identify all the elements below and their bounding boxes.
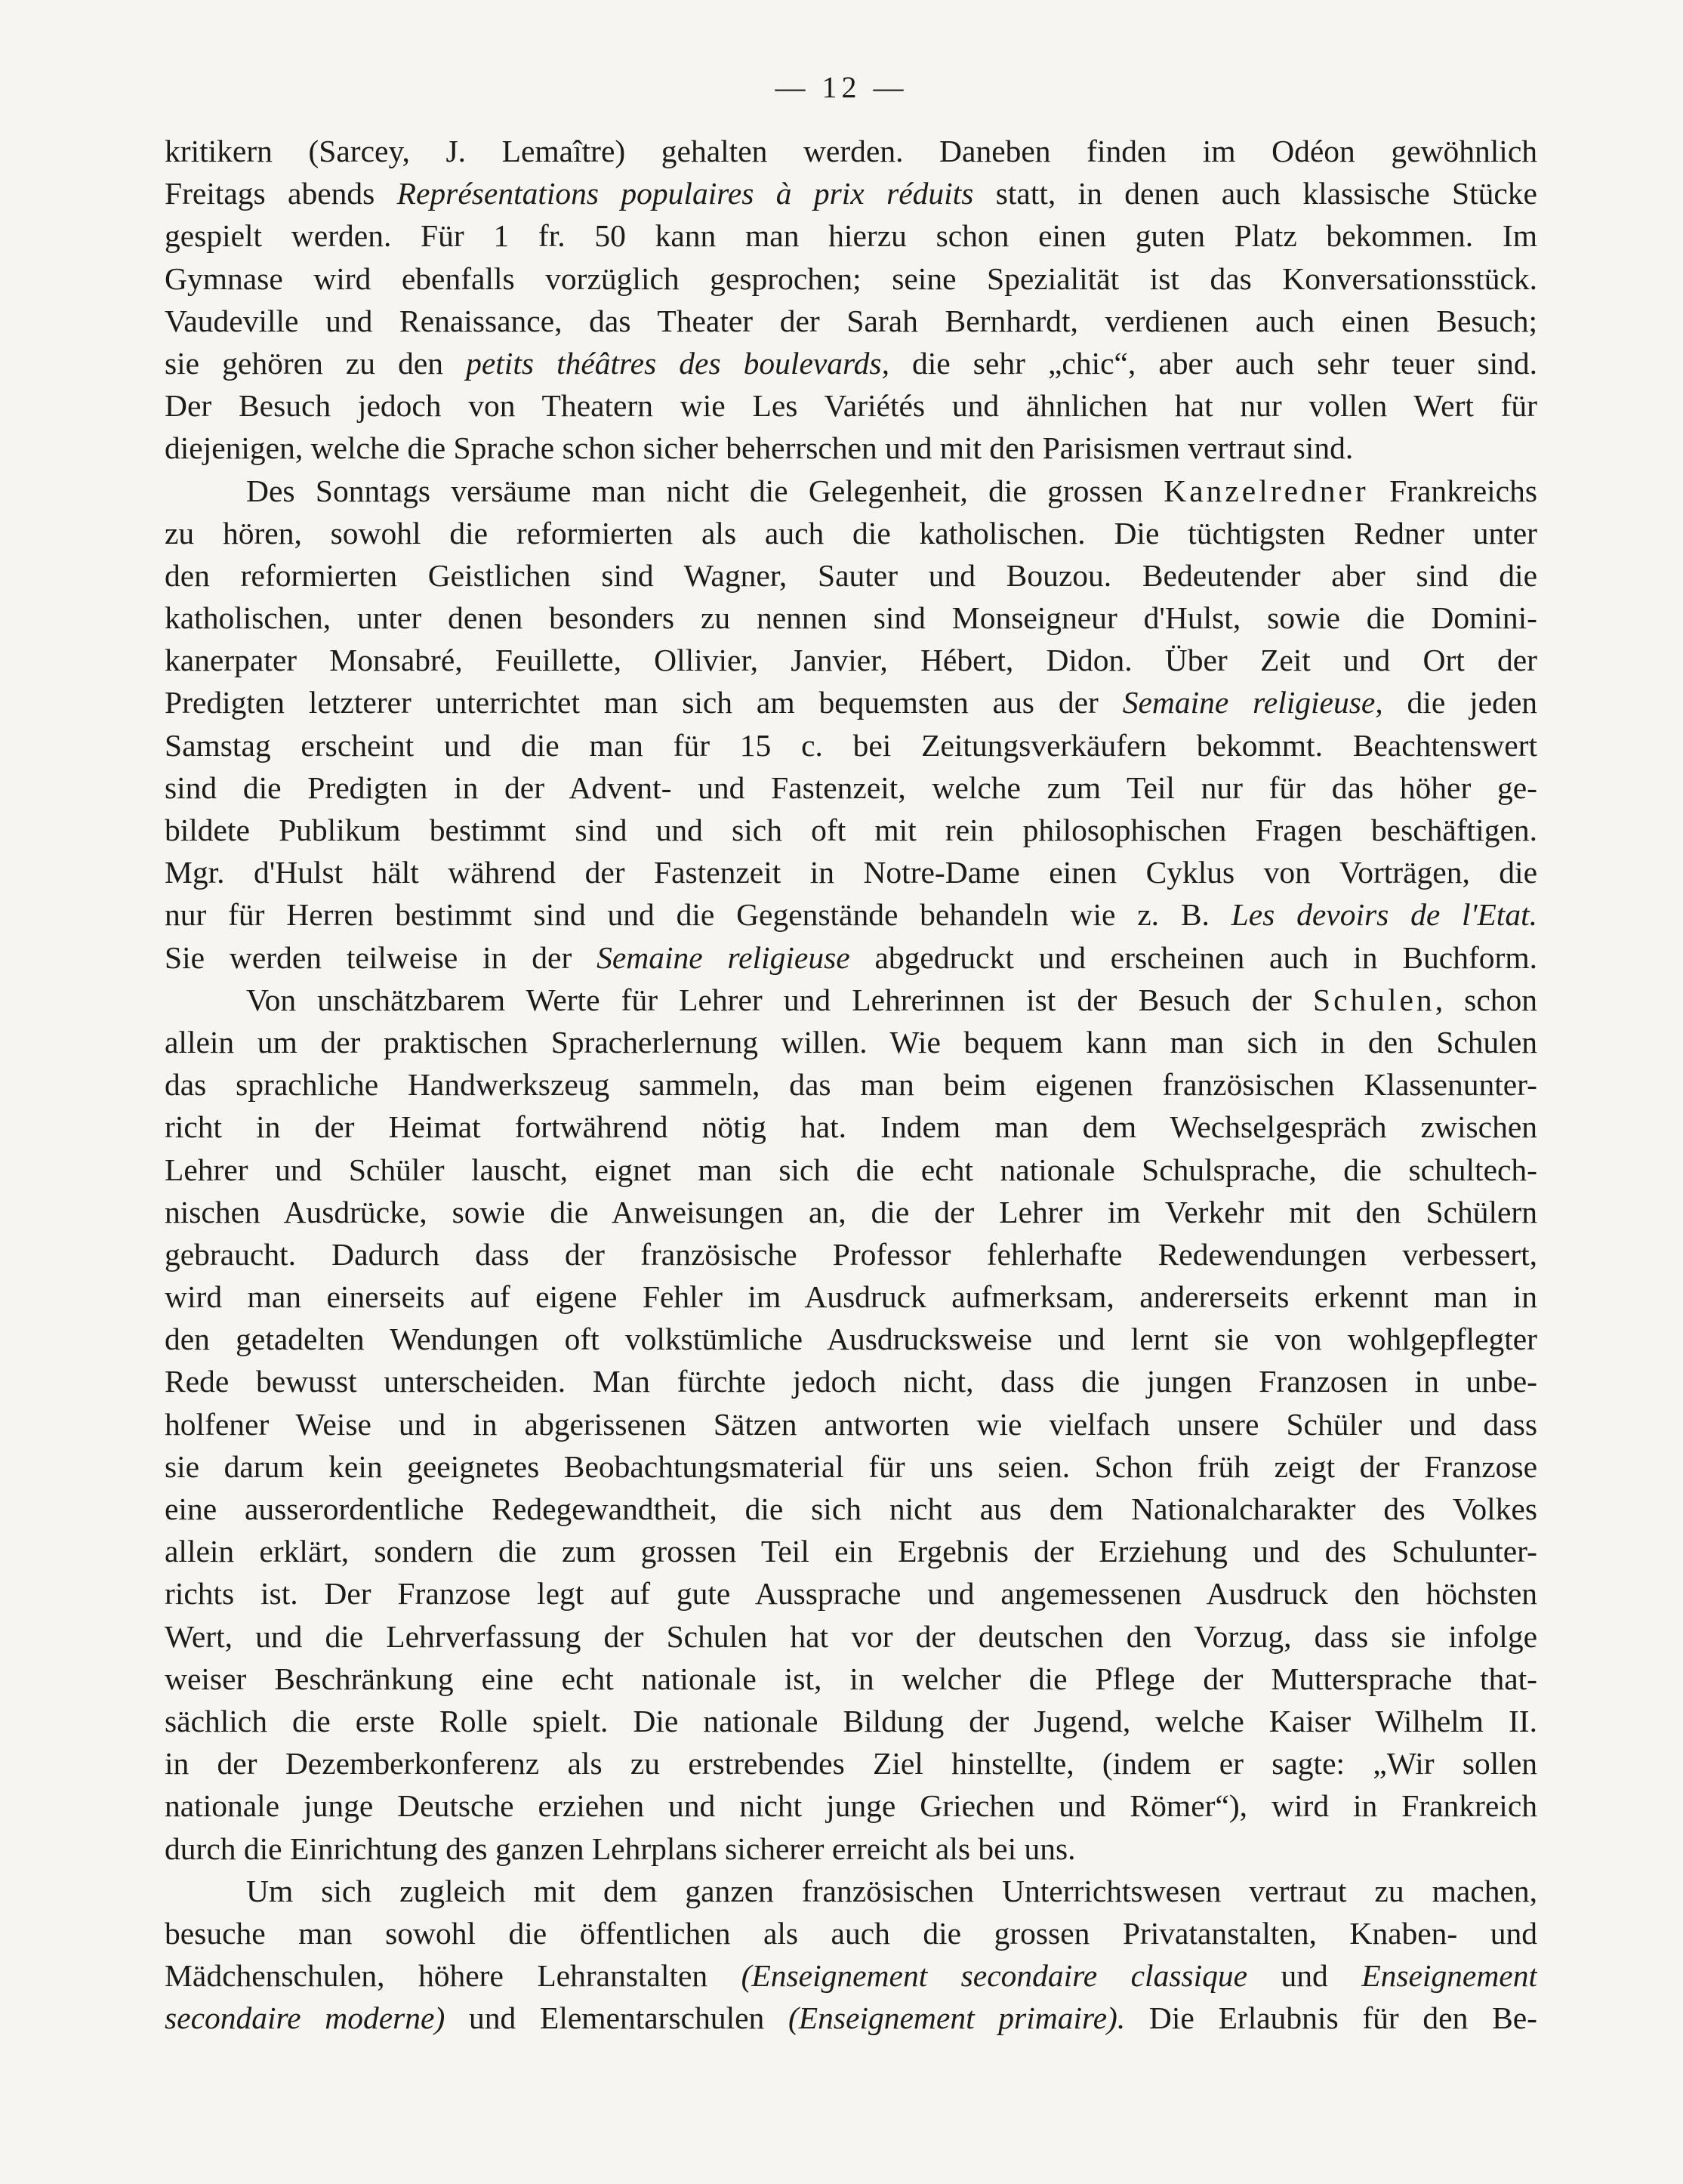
text-segment: Wert, und die Lehrverfassung der Schulen hat vor der deutschen den Vorzug, dass sie infolge	[165, 1618, 1537, 1654]
text-segment: wird man einerseits auf eigene Fehler im Ausdruck aufmerksam, andererseits erkennt man in	[165, 1279, 1537, 1315]
text-segment: gebraucht. Dadurch dass der französische Professor fehlerhafte Redewendungen verbessert,	[165, 1236, 1537, 1272]
text-segment: holfener Weise und in abgerissenen Sätzen antworten wie vielfach unsere Schüler und dass	[165, 1406, 1537, 1442]
text-segment: weiser Beschränkung eine echt nationale ist, in welcher die Pflege der Muttersprache that-	[165, 1661, 1537, 1696]
spaced-text: Schulen	[1312, 982, 1435, 1017]
italic-text: (Enseignement secondaire classique	[741, 1958, 1248, 1994]
text-line	[165, 470, 1537, 512]
text-segment: richt in der Heimat fortwährend nötig hat. Indem man dem Wechselgespräch zwischen	[165, 1109, 1537, 1145]
text-segment: Die Erlaubnis für den Be-	[1125, 2000, 1537, 2036]
text-segment: Lehrer und Schüler lauscht, eignet man sich die echt nationale Schulsprache, die schultech-	[165, 1152, 1537, 1187]
text-segment: Um sich zugleich mit dem ganzen französischen Unterrichtswesen vertraut zu machen,	[246, 1873, 1537, 1908]
text-segment: den getadelten Wendungen oft volkstümliche Ausdrucksweise und lernt sie von wohlgepflegter	[165, 1322, 1537, 1357]
text-segment: Predigten letzterer unterrichtet man sich am bequemsten aus der	[165, 685, 1123, 720]
italic-text: Semaine religieuse	[596, 939, 850, 975]
text-line	[165, 1233, 1537, 1276]
italic-text: petits théâtres des boulevards,	[466, 345, 889, 381]
text-line	[165, 554, 1537, 597]
text-line	[165, 893, 1537, 936]
text-line	[165, 1785, 1537, 1827]
text-line	[165, 1954, 1537, 1997]
text-line	[165, 1912, 1537, 1954]
text-segment: sächlich die erste Rolle spielt. Die nationale Bildung der Jugend, welche Kaiser Wilhelm II.	[165, 1703, 1537, 1738]
text-segment: Mädchenschulen, höhere Lehranstalten	[165, 1958, 741, 1994]
text-segment: allein erklärt, sondern die zum grossen Teil ein Ergebnis der Erziehung und des Schulunter-	[165, 1534, 1537, 1569]
italic-text: Représentations populaires à prix réduits	[396, 176, 974, 211]
text-line	[165, 1997, 1537, 2039]
text-segment: Sie werden teilweise in der	[165, 939, 597, 975]
text-segment: allein um der praktischen Spracherlernung willen. Wie bequem kann man sich in den Schulen	[165, 1024, 1537, 1060]
text-line	[165, 767, 1537, 809]
text-segment: in der Dezemberkonferenz als zu erstrebendes Ziel hinstellte, (indem er sagte: „Wir sollen	[165, 1746, 1537, 1781]
text-line	[165, 681, 1537, 723]
text-segment: das sprachliche Handwerkszeug sammeln, das man beim eigenen französischen Klassenunter-	[165, 1067, 1537, 1103]
text-segment: richts ist. Der Franzose legt auf gute Aussprache und angemessenen Ausdruck den höchsten	[165, 1576, 1537, 1612]
text-line	[165, 597, 1537, 639]
text-segment: sie darum kein geeignetes Beobachtungsmaterial für uns seien. Schon früh zeigt der Franzose	[165, 1448, 1537, 1484]
text-line	[165, 724, 1537, 767]
text-segment: die jeden	[1382, 685, 1537, 720]
text-line	[165, 979, 1537, 1021]
text-segment: kanerpater Monsabré, Feuillette, Ollivier, Janvier, Hébert, Didon. Über Zeit und Ort der	[165, 643, 1537, 678]
text-line	[165, 214, 1537, 257]
text-segment: besuche man sowohl die öffentlichen als auch die grossen Privatanstalten, Knaben- und	[165, 1915, 1537, 1951]
text-segment: sie gehören zu den	[165, 345, 467, 381]
text-line	[165, 258, 1537, 300]
text-line	[165, 1828, 1537, 1870]
text-segment: sind die Predigten in der Advent- und Fastenzeit, welche zum Teil nur für das höher ge-	[165, 770, 1537, 805]
text-segment: nischen Ausdrücke, sowie die Anweisungen an, die der Lehrer im Verkehr mit den Schülern	[165, 1194, 1537, 1229]
text-segment: den reformierten Geistlichen sind Wagner, Sauter und Bouzou. Bedeutender aber sind die	[165, 557, 1537, 593]
text-line	[165, 1063, 1537, 1106]
text-segment: Gymnase wird ebenfalls vorzüglich gesprochen; seine Spezialität ist das Konversationsstück.	[165, 261, 1537, 296]
text-line	[165, 1191, 1537, 1233]
text-segment: Von unschätzbarem Werte für Lehrer und Lehrerinnen ist der Besuch der	[246, 982, 1313, 1017]
text-segment: Rede bewusst unterscheiden. Man fürchte jedoch nicht, dass die jungen Franzosen in unbe-	[165, 1364, 1537, 1399]
text-segment: , schon	[1435, 982, 1537, 1017]
text-segment: gespielt werden. Für 1 fr. 50 kann man hierzu schon einen guten Platz bekommen. Im	[165, 218, 1537, 254]
text-line	[165, 172, 1537, 214]
text-segment: Freitags abends	[165, 176, 397, 211]
text-line	[165, 300, 1537, 342]
text-segment: nationale junge Deutsche erziehen und nicht junge Griechen und Römer“), wird in Frankreich	[165, 1788, 1537, 1824]
italic-text: Les devoirs de l'Etat.	[1231, 897, 1537, 933]
text-line	[165, 1572, 1537, 1615]
text-line	[165, 1403, 1537, 1445]
text-line	[165, 1445, 1537, 1488]
text-line	[165, 1488, 1537, 1530]
text-line	[165, 1360, 1537, 1402]
italic-text: secondaire moderne)	[165, 2000, 445, 2036]
text-segment: diejenigen, welche die Sprache schon sicher beherrschen und mit den Parisismen vertraut sind.	[165, 430, 1354, 466]
text-segment: Des Sonntags versäume man nicht die Gelegenheit, die grossen	[246, 473, 1164, 508]
text-line	[165, 1658, 1537, 1700]
text-segment: Der Besuch jedoch von Theatern wie Les Variétés und ähnlichen hat nur vollen Wert für	[165, 388, 1537, 424]
text-line	[165, 384, 1537, 427]
text-line	[165, 1276, 1537, 1318]
italic-text: (Enseignement primaire).	[788, 2000, 1126, 2036]
text-line	[165, 1149, 1537, 1191]
text-line	[165, 1615, 1537, 1658]
text-segment: nur für Herren bestimmt sind und die Gegenstände behandeln wie z. B.	[165, 897, 1231, 933]
text-segment: abgedruckt und erscheinen auch in Buchform.	[849, 939, 1537, 975]
text-line	[165, 1318, 1537, 1360]
text-line	[165, 936, 1537, 979]
text-segment: und Elementarschulen	[445, 2000, 788, 2036]
text-line	[165, 1021, 1537, 1063]
text-line	[165, 1742, 1537, 1785]
text-segment: statt, in denen auch klassische Stücke	[973, 176, 1537, 211]
text-line	[165, 130, 1537, 172]
text-segment: kritikern (Sarcey, J. Lemaître) gehalten werden. Daneben finden im Odéon gewöhnlich	[165, 134, 1537, 168]
text-segment: durch die Einrichtung des ganzen Lehrplans sicherer erreicht als bei uns.	[165, 1831, 1076, 1866]
text-line	[165, 809, 1537, 851]
text-segment: zu hören, sowohl die reformierten als auch die katholischen. Die tüchtigsten Redner unter	[165, 515, 1537, 551]
text-segment: Vaudeville und Renaissance, das Theater der Sarah Bernhardt, verdienen auch einen Besuch;	[165, 303, 1537, 338]
spaced-text: Kanzelredner	[1164, 473, 1369, 508]
text-segment: eine ausserordentliche Redegewandtheit, die sich nicht aus dem Nationalcharakter des Volkes	[165, 1491, 1537, 1526]
text-segment: bildete Publikum bestimmt sind und sich oft mit rein philosophischen Fragen beschäftigen.	[165, 813, 1537, 847]
text-line	[165, 851, 1537, 893]
text-line	[165, 639, 1537, 681]
text-line	[165, 1870, 1537, 1912]
page-number: — 12 —	[775, 70, 908, 104]
text-line	[165, 342, 1537, 384]
text-segment: die sehr „chic“, aber auch sehr teuer sind.	[889, 345, 1537, 381]
text-segment: Samstag erscheint und die man für 15 c. bei Zeitungsverkäufern bekommt. Beachtenswert	[165, 727, 1537, 763]
text-line	[165, 1700, 1537, 1742]
text-segment: Frankreichs	[1368, 473, 1537, 508]
text-line	[165, 1530, 1537, 1572]
text-line	[165, 427, 1537, 469]
text-segment: katholischen, unter denen besonders zu nennen sind Monseigneur d'Hulst, sowie die Domini-	[165, 600, 1537, 636]
body-text	[165, 130, 1537, 2039]
text-line	[165, 512, 1537, 554]
italic-text: Semaine religieuse,	[1122, 685, 1383, 720]
text-segment: und	[1247, 1958, 1362, 1994]
text-line	[165, 1106, 1537, 1148]
italic-text: Enseignement	[1361, 1958, 1537, 1994]
text-segment: Mgr. d'Hulst hält während der Fastenzeit in Notre-Dame einen Cyklus von Vorträgen, die	[165, 855, 1537, 890]
